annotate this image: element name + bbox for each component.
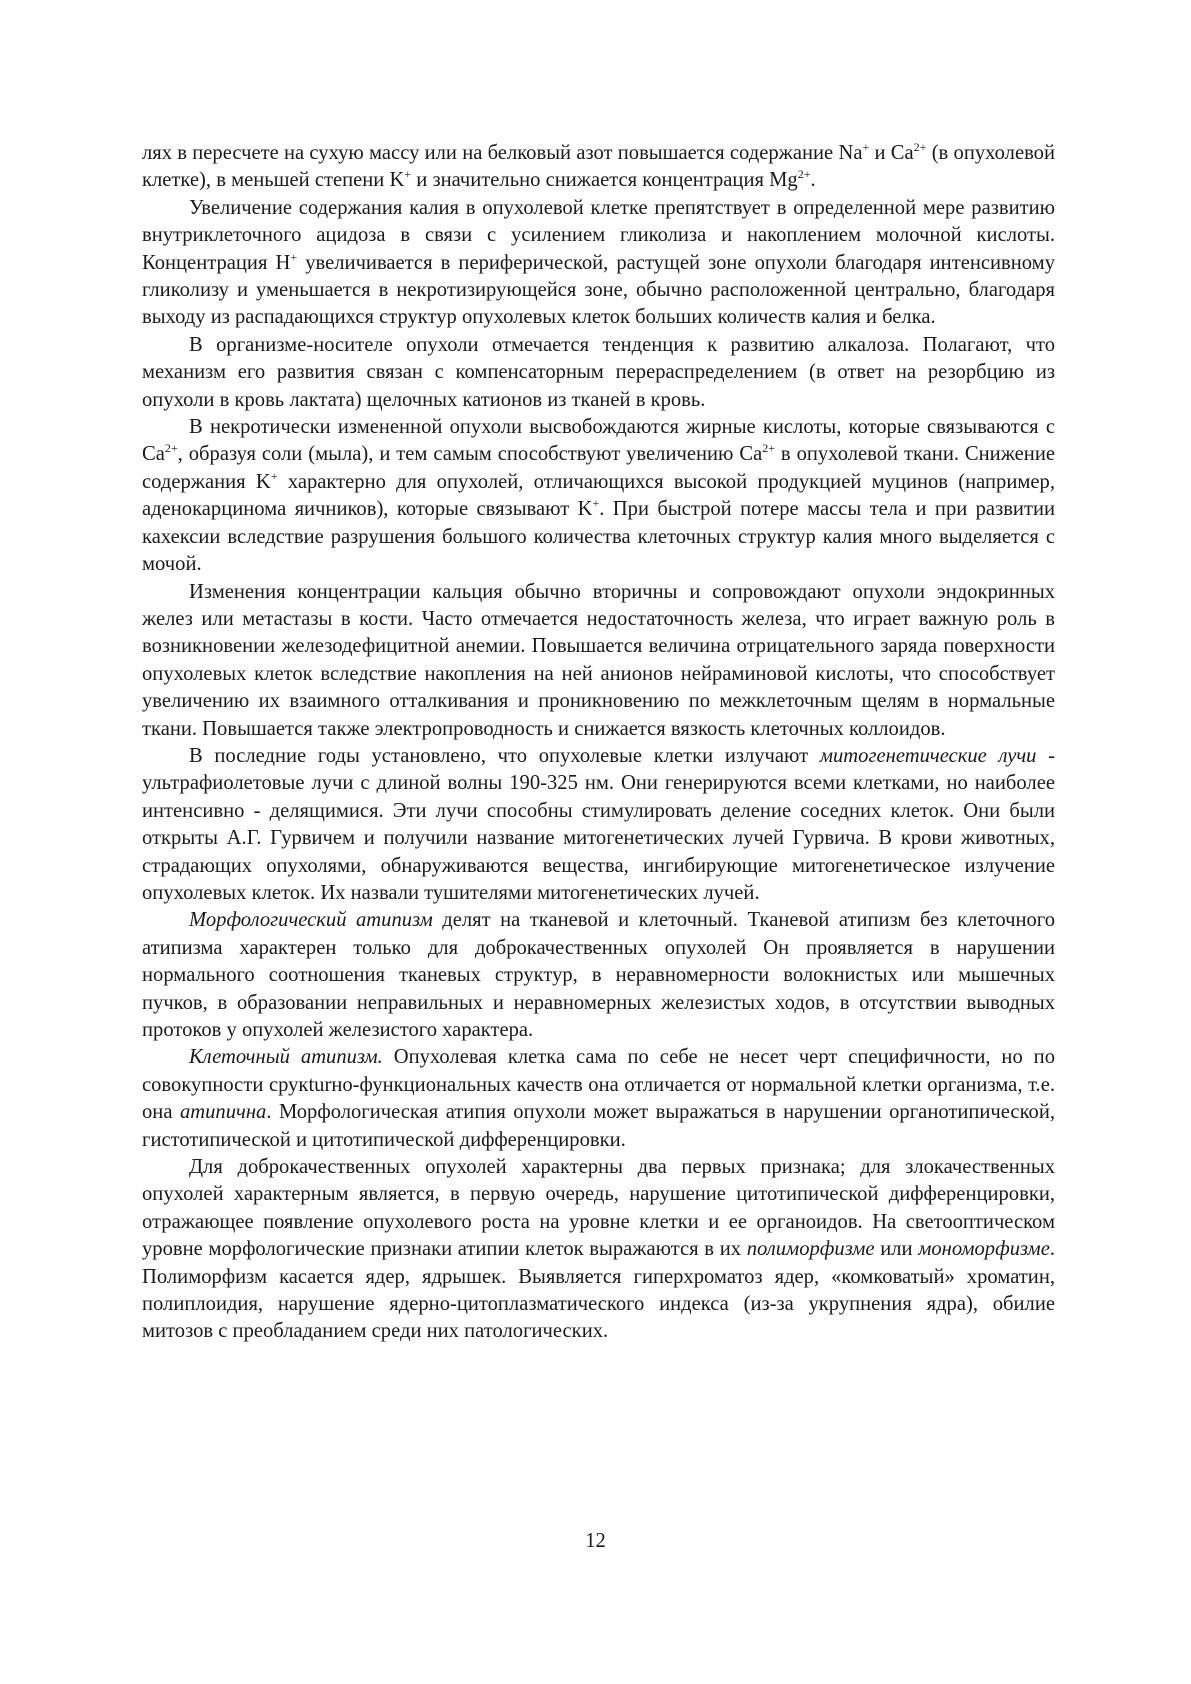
paragraph [142, 1044, 1055, 1154]
page-number: 12 [585, 1530, 606, 1552]
superscript: 2+ [797, 167, 811, 182]
paragraph [142, 907, 1055, 1044]
text-run: и значительно снижается концентрация Mg [411, 169, 798, 192]
text-run: Опухолевая клетка сама по себе не несет черт специфичности, но по совокупности срукturно-функциональных качеств она отличается от нормальной клетки организма, т.е. она [142, 1046, 1055, 1124]
superscript: 2+ [164, 441, 178, 456]
italic-text: полиморфизме [746, 1238, 875, 1261]
italic-text: атипична [179, 1101, 267, 1124]
paragraph [142, 195, 1055, 332]
text-run: В последние годы установлено, что опухолевые клетки излучают [189, 744, 820, 767]
paragraph [142, 414, 1055, 578]
text-run: . Полиморфизм касается ядер, ядрышек. Выявляется гиперхроматоз ядер, «комковатый» хроматин, полиплоидия, нарушение ядерно-цитоплазматического индекса (из-за укрупнения ядра), обилие митозов с преобладанием среди них патологических. [142, 1238, 1055, 1343]
italic-text: митогенетические лучи [819, 744, 1037, 767]
text-run: увеличивается в периферической, растущей зоне опухоли благодаря интенсивному гликолизу и уменьшается в некротизирующейся зоне, обычно расположенной центрально, благодаря выходу из распадающихся структур опухолевых клеток больших количеств калия и белка. [142, 251, 1055, 329]
superscript: + [862, 140, 870, 154]
italic-text: Клеточный атипизм. [189, 1046, 383, 1069]
italic-text: мономорфизме [918, 1238, 1050, 1261]
text-run: . При быстрой потере массы тела и при развитии кахексии вследствие разрушения большого количества клеточных структур калия много выделяется с мочой. [142, 498, 1055, 576]
superscript: + [290, 249, 298, 264]
italic-text: Морфологический атипизм [189, 909, 433, 932]
text-run: Для доброкачественных опухолей характерны два первых признака; для злокачественных опухолей характерным является, в первую очередь, нарушение цитотипической дифференцировки, отражающее появление опухолевого роста на уровне клетки и ее органоидов. На светооптическом уровне морфологические признаки атипии клеток выражаются в их [142, 1156, 1055, 1261]
text-run: лях в пересчете на сухую массу или на белковый азот повышается содержание Na [142, 142, 863, 164]
text-run: В некротически измененной опухоли высвобождаются жирные кислоты, которые связываются с Ca [142, 416, 1055, 466]
superscript: + [270, 468, 278, 483]
text-run: Изменения концентрации кальция обычно вторичны и сопровождают опухоли эндокринных желез или метастазы в кости. Часто отмечается недостаточность железа, что играет важную роль в возникновении железодефицитной анемии. Повышается величина отрицательного заряда поверхности опухолевых клеток вследствие накопления на ней анионов нейраминовой кислоты, что способствует увеличению их взаимного отталкивания и проникновению по межклеточным щелям в нормальные ткани. Повышается также электропроводность и снижается вязкость клеточных коллоидов. [142, 580, 1055, 740]
text-run: . Морфологическая атипия опухоли может выражаться в нарушении органотипической, гистотипической и цитотипической дифференцировки. [142, 1101, 1055, 1151]
paragraph [142, 743, 1055, 907]
text-run: и Ca [869, 142, 914, 164]
text-run: (в опухолевой клетке), в меньшей степени K [142, 142, 1055, 192]
paragraph [142, 140, 1055, 195]
text-run: Увеличение содержания калия в опухолевой клетке препятствует в определенной мере развитию внутриклеточного ацидоза в связи с усилением гликолиза и накоплением молочной кислоты. Концентрация H [142, 196, 1055, 274]
superscript: 2+ [762, 441, 775, 456]
text-run: . [810, 169, 816, 192]
superscript: + [592, 496, 600, 511]
paragraph [142, 579, 1055, 743]
text-run: - ультрафиолетовые лучи с длиной волны 190-325 нм. Они генерируются всеми клетками, но наиболее интенсивно - делящимися. Эти лучи способны стимулировать деление соседних клеток. Они были открыты А.Г. Гурвичем и получили название митогенетических лучей Гурвича. В крови животных, страдающих опухолями, обнаруживаются вещества, ингибирующие митогенетическое излучение опухолевых клеток. Их назвали тушителями митогенетических лучей. [142, 744, 1056, 904]
text-run: делят на тканевой и клеточный. Тканевой атипизм без клеточного атипизма характерен только для доброкачественных опухолей Он проявляется в нарушении нормального соотношения тканевых структур, в неравномерности волокнистых или мышечных пучков, в образовании неправильных и неравномерных железистых ходов, в отсутствии выводных протоков у опухолей железистого характера. [142, 909, 1055, 1041]
text-run: , образуя соли (мыла), и тем самым способствуют увеличению Ca [177, 443, 763, 466]
body-text [142, 140, 1055, 1346]
paragraph [142, 332, 1055, 414]
text-run: характерно для опухолей, отличающихся высокой продукцией муцинов (например, аденокарцинома яичников), которые связывают K [142, 470, 1055, 521]
paragraph [142, 1154, 1055, 1346]
superscript: + [404, 167, 412, 182]
text-run: в опухолевой ткани. Снижение содержания K [142, 443, 1055, 493]
superscript: 2+ [913, 140, 927, 154]
text-run: В организме-носителе опухоли отмечается тенденция к развитию алкалоза. Полагают, что механизм его развития связан с компенсаторным перераспределением (в ответ на резорбцию из опухоли в кровь лактата) щелочных катионов из тканей в кровь. [142, 333, 1055, 411]
text-run: или [874, 1238, 919, 1261]
